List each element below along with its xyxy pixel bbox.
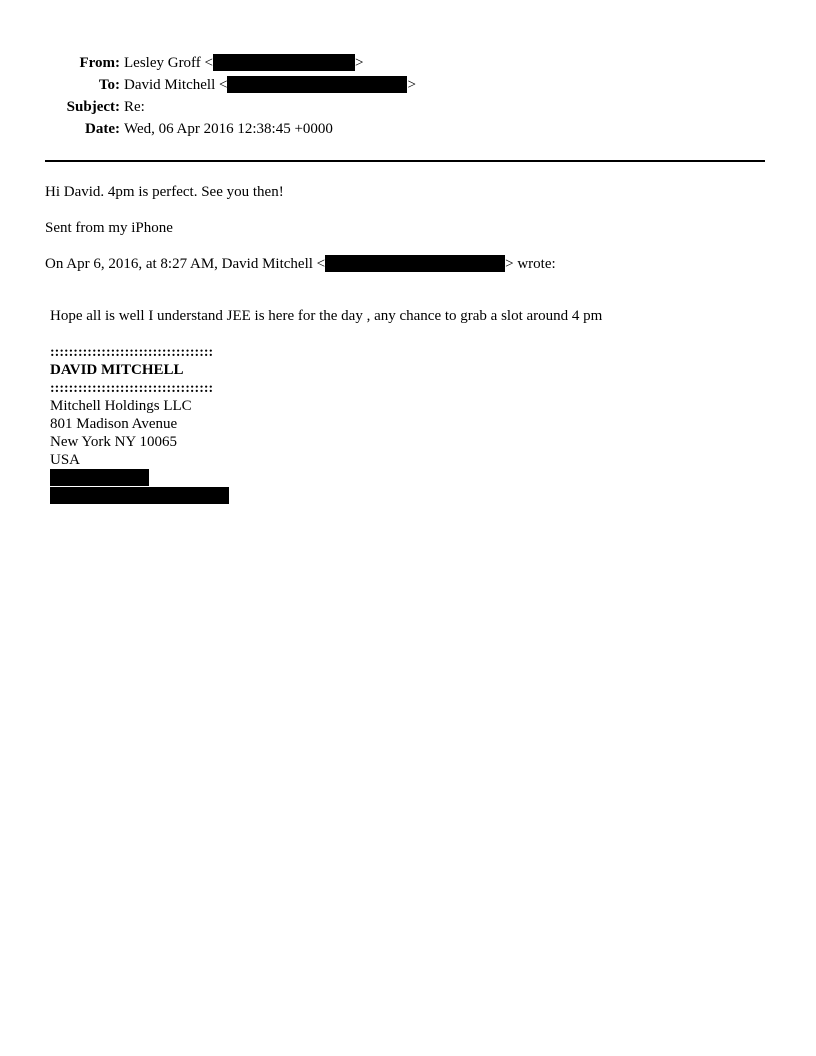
- signature-name: DAVID MITCHELL: [50, 362, 184, 378]
- from-value: [124, 52, 363, 74]
- to-name: David Mitchell <: [124, 77, 228, 93]
- attribution-suffix: > wrote:: [505, 256, 556, 272]
- reply-message: Hi David. 4pm is perfect. See you then!: [45, 184, 284, 200]
- signature-country: USA: [50, 452, 81, 468]
- redaction-block: [227, 76, 407, 93]
- redaction-block: [50, 487, 229, 504]
- email-header: [0, 52, 816, 140]
- redaction-block: [325, 255, 505, 272]
- signature-dots-bottom: :::::::::::::::::::::::::::::::::::: [50, 381, 214, 396]
- signature-address-line2: New York NY 10065: [50, 434, 177, 450]
- from-row: [0, 52, 816, 74]
- signature-address-line1: 801 Madison Avenue: [50, 416, 178, 432]
- subject-row: [0, 96, 816, 118]
- quote-attribution: [45, 255, 556, 273]
- redaction-block: [50, 469, 149, 486]
- to-label: To:: [98, 77, 120, 93]
- date-value: Wed, 06 Apr 2016 12:38:45 +0000: [124, 121, 333, 137]
- header-divider: [45, 160, 765, 162]
- mobile-signature: Sent from my iPhone: [45, 220, 173, 236]
- to-row: [0, 74, 816, 96]
- redaction-block: [213, 54, 355, 71]
- signature-company: Mitchell Holdings LLC: [50, 398, 192, 414]
- to-close: >: [407, 77, 416, 93]
- subject-value: Re:: [124, 99, 145, 115]
- date-label: Date:: [85, 121, 120, 137]
- quoted-message: Hope all is well I understand JEE is here for the day , any chance to grab a slot around 4 pm: [50, 308, 603, 324]
- signature-dots-top: :::::::::::::::::::::::::::::::::::: [50, 345, 214, 360]
- attribution-prefix: On Apr 6, 2016, at 8:27 AM, David Mitchell <: [45, 256, 326, 272]
- to-value: [124, 74, 416, 96]
- from-name: Lesley Groff <: [124, 55, 213, 71]
- from-close: >: [355, 55, 364, 71]
- subject-label: Subject:: [66, 99, 120, 115]
- date-row: [0, 118, 816, 140]
- from-label: From:: [79, 55, 120, 71]
